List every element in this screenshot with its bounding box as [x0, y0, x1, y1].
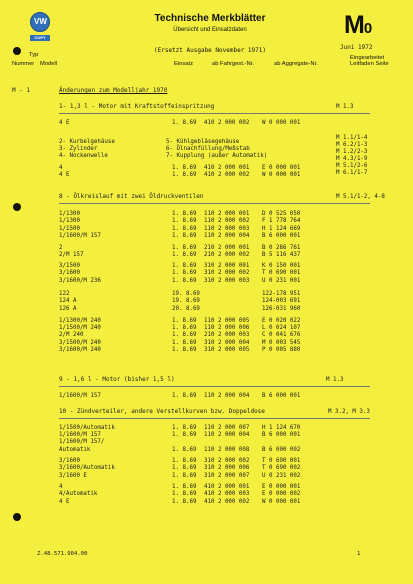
cell-fahrg: 110 2 000 001 — [204, 211, 250, 217]
section-title: Änderungen zum Modelljahr 1970 — [59, 87, 168, 94]
cell-model: 4 — [59, 165, 63, 171]
page-number: 1 — [357, 551, 361, 557]
item-10-ref: M 3.2, M 3.3 — [328, 409, 370, 415]
col-einsatz: Einsatz — [174, 61, 194, 67]
section-number: M - 1 — [12, 87, 31, 94]
cell-aggr: 122-178 951 — [262, 291, 301, 297]
cell-einsatz: 1. 8.69 — [172, 263, 197, 269]
cell-fahrg: 310 2 000 004 — [204, 340, 250, 346]
cell-fahrg: 310 2 000 005 — [204, 347, 250, 353]
cell-fahrg: 310 2 000 002 — [204, 270, 250, 276]
cell-fahrg: 410 2 000 002 — [204, 172, 250, 178]
cell-aggr: D 0 525 050 — [262, 211, 301, 217]
cell-aggr: M 0 003 545 — [262, 340, 301, 346]
col-leitfaden: Leitfaden Seite — [350, 61, 389, 67]
cell-model: 1/1500/Automatik — [59, 425, 115, 431]
cell-model: 1/1500/M 240 — [59, 325, 101, 331]
cell-fahrg: 110 2 000 004 — [204, 432, 250, 438]
cell-model: 4 E — [59, 172, 70, 178]
cell-einsatz: 1. 8.69 — [172, 270, 197, 276]
list-ref: M 4.3/1-9 — [336, 156, 368, 162]
item-8-title: 8 - Ölkreislauf mit zwei Öldruckventilen — [59, 193, 204, 200]
cell-einsatz: 1. 8.69 — [172, 393, 197, 399]
col-aggregate: ab Aggregate-Nr. — [274, 61, 318, 67]
cell-model: 4 E — [59, 120, 70, 126]
cell-einsatz: 1. 8.69 — [172, 499, 197, 505]
cell-einsatz: 1. 8.69 — [172, 432, 197, 438]
list-item: 2- Kurbelgehäuse — [59, 139, 115, 145]
cell-einsatz: 1. 8.69 — [172, 252, 197, 258]
cell-model: 1/1300 — [59, 211, 80, 217]
logo-plate: COPY — [30, 35, 50, 41]
cell-model: 4/Automatik — [59, 491, 98, 497]
col-typ: Typ — [29, 52, 39, 58]
cell-model: 1/1600/M 157 — [59, 432, 101, 438]
cell-einsatz: 19. 8.69 — [172, 291, 200, 297]
issue-date: Juni 1972 — [340, 44, 373, 51]
cell-einsatz: 1. 8.69 — [172, 347, 197, 353]
cell-einsatz: 1. 8.69 — [172, 226, 197, 232]
cell-fahrg: 110 2 000 004 — [204, 393, 250, 399]
cell-model: 124 A — [59, 298, 77, 304]
cell-aggr: C 0 041 676 — [262, 332, 301, 338]
list-ref: M 5.1/2-6 — [336, 163, 368, 169]
cell-fahrg: 310 2 000 006 — [204, 465, 250, 471]
cell-model: 126 A — [59, 306, 77, 312]
cell-einsatz: 1. 8.69 — [172, 340, 197, 346]
cell-einsatz: 1. 8.69 — [172, 120, 197, 126]
cell-aggr: B 0 286 761 — [262, 245, 301, 251]
cell-aggr: U 0 231 002 — [262, 473, 301, 479]
divider — [59, 203, 370, 204]
cell-einsatz: 1. 8.69 — [172, 458, 197, 464]
cell-fahrg: 110 2 000 007 — [204, 425, 250, 431]
cell-model: 1/1600/M 157/ — [59, 439, 105, 445]
cell-aggr: T 0 690 001 — [262, 270, 301, 276]
cell-model: 3/1600 — [59, 270, 80, 276]
cell-aggr: B 6 000 001 — [262, 393, 301, 399]
cell-einsatz: 19. 8.69 — [172, 298, 200, 304]
cell-fahrg: 310 2 000 002 — [204, 458, 250, 464]
cell-aggr: P 0 005 880 — [262, 347, 301, 353]
cell-fahrg: 110 2 000 003 — [204, 226, 250, 232]
cell-einsatz: 1. 8.69 — [172, 165, 197, 171]
col-nummer: Nummer — [12, 61, 35, 67]
list-ref: M 6.2/1-3 — [336, 142, 368, 148]
divider — [59, 386, 370, 387]
item-1-title: 1- 1,3 l - Motor mit Kraftstoffeinspritzung — [59, 103, 215, 110]
item-1-ref: M 1.3 — [336, 104, 354, 110]
cell-fahrg: 210 2 000 001 — [204, 245, 250, 251]
cell-einsatz: 1. 8.69 — [172, 484, 197, 490]
cell-einsatz: 1. 8.69 — [172, 332, 197, 338]
cell-aggr: E 0 000 001 — [262, 484, 301, 490]
item-8-ref: M 5.1/1-2, 4-8 — [336, 194, 385, 200]
list-item: 6- Ölnachfüllung/Meßstab — [166, 146, 250, 152]
cell-aggr: H 1 124 670 — [262, 425, 301, 431]
cell-fahrg: 310 2 000 001 — [204, 263, 250, 269]
cell-model: 3/1600/Automatik — [59, 465, 115, 471]
item-9-ref: M 1.3 — [326, 377, 344, 383]
cell-einsatz: 1. 8.69 — [172, 172, 197, 178]
cell-einsatz: 1. 8.69 — [172, 425, 197, 431]
cell-einsatz: 20. 8.69 — [172, 306, 200, 312]
cell-einsatz: 1. 8.69 — [172, 233, 197, 239]
cell-aggr: W 0 000 001 — [262, 172, 301, 178]
list-ref: M 6.1/1-7 — [336, 170, 368, 176]
cell-model: 1/1300/M 240 — [59, 318, 101, 324]
cell-model: 1/1500 — [59, 226, 80, 232]
cell-einsatz: 1. 8.69 — [172, 218, 197, 224]
cell-model: 2/M 240 — [59, 332, 84, 338]
cell-model: 122 — [59, 291, 70, 297]
cell-aggr: L 0 024 107 — [262, 325, 301, 331]
cell-model: 4 E — [59, 499, 70, 505]
cell-fahrg: 410 2 000 001 — [204, 165, 250, 171]
cell-fahrg: 410 2 000 002 — [204, 120, 250, 126]
cell-aggr: E 0 020 022 — [262, 318, 301, 324]
cell-model: 2 — [59, 245, 63, 251]
cell-aggr: B 6 000 001 — [262, 432, 301, 438]
cell-fahrg: 310 2 000 007 — [204, 473, 250, 479]
cell-aggr: B 5 116 437 — [262, 252, 301, 258]
cell-einsatz: 1. 8.69 — [172, 318, 197, 324]
cell-model: 3/1600/M 236 — [59, 278, 101, 284]
cell-model: 2/M 157 — [59, 252, 84, 258]
cell-aggr: E 0 000 001 — [262, 165, 301, 171]
cell-model: 3/1600/M 240 — [59, 347, 101, 353]
list-item: 7- Kupplung (außer Automatik) — [166, 153, 268, 159]
cell-einsatz: 1. 8.69 — [172, 491, 197, 497]
cell-aggr: W 0 000 001 — [262, 120, 301, 126]
list-item: 5- Kühlgebläsegehäuse — [166, 139, 240, 145]
cell-fahrg: 110 2 000 004 — [204, 233, 250, 239]
cell-fahrg: 110 2 000 006 — [204, 325, 250, 331]
edition-note: (Ersetzt Ausgabe November 1971) — [154, 47, 266, 54]
cell-model: 3/1600 E — [59, 473, 87, 479]
cell-fahrg: 110 2 000 005 — [204, 318, 250, 324]
cell-einsatz: 1. 8.69 — [172, 447, 197, 453]
cell-model: 3/1500/M 240 — [59, 340, 101, 346]
item-10-title: 10 - Zündverteiler, andere Verstellkurven bzw. Doppeldose — [59, 408, 265, 415]
sheet-mark: M0 — [344, 11, 373, 39]
cell-aggr: T 0 690 001 — [262, 458, 301, 464]
cell-model: Automatik — [59, 447, 91, 453]
document-subtitle: Übersicht und Einsatzdaten — [173, 27, 247, 33]
cell-aggr: 126-031 960 — [262, 306, 301, 312]
cell-einsatz: 1. 8.69 — [172, 211, 197, 217]
cell-model: 1/1600/M 157 — [59, 393, 101, 399]
list-ref: M 1.2/2-3 — [336, 149, 368, 155]
cell-einsatz: 1. 8.69 — [172, 325, 197, 331]
col-fahrgestell: ab Fahrgest.-Nr. — [212, 61, 254, 67]
cell-fahrg: 110 2 000 008 — [204, 447, 250, 453]
list-item: 4- Nockenwelle — [59, 153, 108, 159]
divider — [59, 113, 370, 114]
cell-aggr: W 0 000 001 — [262, 499, 301, 505]
document-title: Technische Merkblätter — [154, 13, 266, 24]
cell-einsatz: 1. 8.69 — [172, 465, 197, 471]
cell-fahrg: 210 2 000 003 — [204, 332, 250, 338]
footer-code: Z.48.571.904.00 — [37, 551, 88, 557]
list-ref: M 1.1/1-4 — [336, 135, 368, 141]
cell-model: 1/1600/M 157 — [59, 233, 101, 239]
cell-aggr: K 0 150 001 — [262, 263, 301, 269]
cell-fahrg: 410 2 000 001 — [204, 484, 250, 490]
col-modell: Modell — [40, 61, 58, 67]
cell-fahrg: 110 2 000 002 — [204, 218, 250, 224]
cell-einsatz: 1. 8.69 — [172, 278, 197, 284]
cell-einsatz: 1. 8.69 — [172, 473, 197, 479]
cell-aggr: 124-003 691 — [262, 298, 301, 304]
cell-aggr: F 1 778 764 — [262, 218, 301, 224]
cell-fahrg: 310 2 000 003 — [204, 278, 250, 284]
cell-aggr: T 0 690 002 — [262, 465, 301, 471]
cell-fahrg: 210 2 000 002 — [204, 252, 250, 258]
cell-aggr: E 0 000 002 — [262, 491, 301, 497]
cell-aggr: B 6 000 001 — [262, 233, 301, 239]
divider — [59, 418, 370, 419]
cell-aggr: B 6 000 002 — [262, 447, 301, 453]
col-eingearbeitet: Eingearbeitet — [350, 55, 385, 61]
cell-aggr: U 0 231 001 — [262, 278, 301, 284]
cell-fahrg: 410 2 000 002 — [204, 499, 250, 505]
cell-model: 3/1500 — [59, 263, 80, 269]
cell-model: 1/1300 — [59, 218, 80, 224]
cell-einsatz: 1. 8.69 — [172, 245, 197, 251]
cell-model: 4 — [59, 484, 63, 490]
cell-fahrg: 410 2 000 003 — [204, 491, 250, 497]
item-9-title: 9 - 1,6 l - Motor (bisher 1,5 l) — [59, 376, 175, 383]
cell-aggr: H 1 124 669 — [262, 226, 301, 232]
list-item: 3- Zylinder — [59, 146, 98, 152]
cell-model: 3/1600 — [59, 458, 80, 464]
